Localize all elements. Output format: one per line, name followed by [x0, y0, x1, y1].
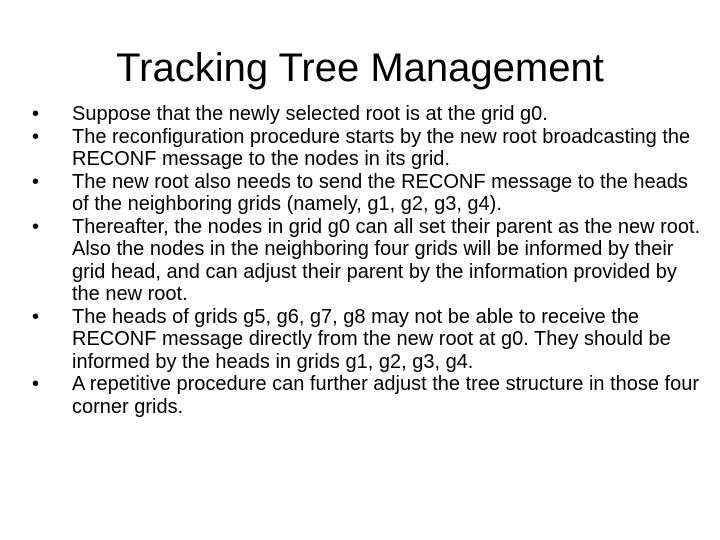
bullet-item — [30, 216, 705, 306]
bullet-list — [30, 103, 705, 418]
bullet-dot-icon: • — [32, 373, 40, 395]
bullet-dot-icon: • — [32, 305, 40, 328]
bullet-dot-icon: • — [32, 103, 40, 125]
bullet-item — [30, 171, 705, 216]
bullet-dot-icon: • — [32, 125, 40, 148]
bullet-text: A repetitive procedure can further adjust the tree structure in those four corner grids. — [72, 373, 700, 418]
slide-title: Tracking Tree Management — [116, 46, 604, 90]
bullet-item — [30, 103, 705, 126]
bullet-dot-icon: • — [32, 215, 40, 238]
bullet-text: The new root also needs to send the RECONF message to the heads of the neighboring grids (namely, g1, g2, g3, g4). — [72, 170, 688, 215]
bullet-dot-icon: • — [32, 170, 40, 193]
bullet-text: The heads of grids g5, g6, g7, g8 may not be able to receive the RECONF message directly from the new root at g0. They should be informed by the heads in grids g1, g2, g3, g4. — [72, 305, 671, 373]
bullet-item — [30, 306, 705, 374]
bullet-item — [30, 126, 705, 171]
bullet-text: The reconfiguration procedure starts by the new root broadcasting the RECONF message to the nodes in its grid. — [72, 125, 691, 170]
bullet-text: Thereafter, the nodes in grid g0 can all set their parent as the new root. Also the nodes in the neighboring four grids will be informed by their grid head, and can adjust their parent by the information provided by the new root. — [72, 215, 701, 305]
bullet-item — [30, 373, 705, 418]
bullet-text: Suppose that the newly selected root is at the grid g0. — [72, 103, 548, 125]
